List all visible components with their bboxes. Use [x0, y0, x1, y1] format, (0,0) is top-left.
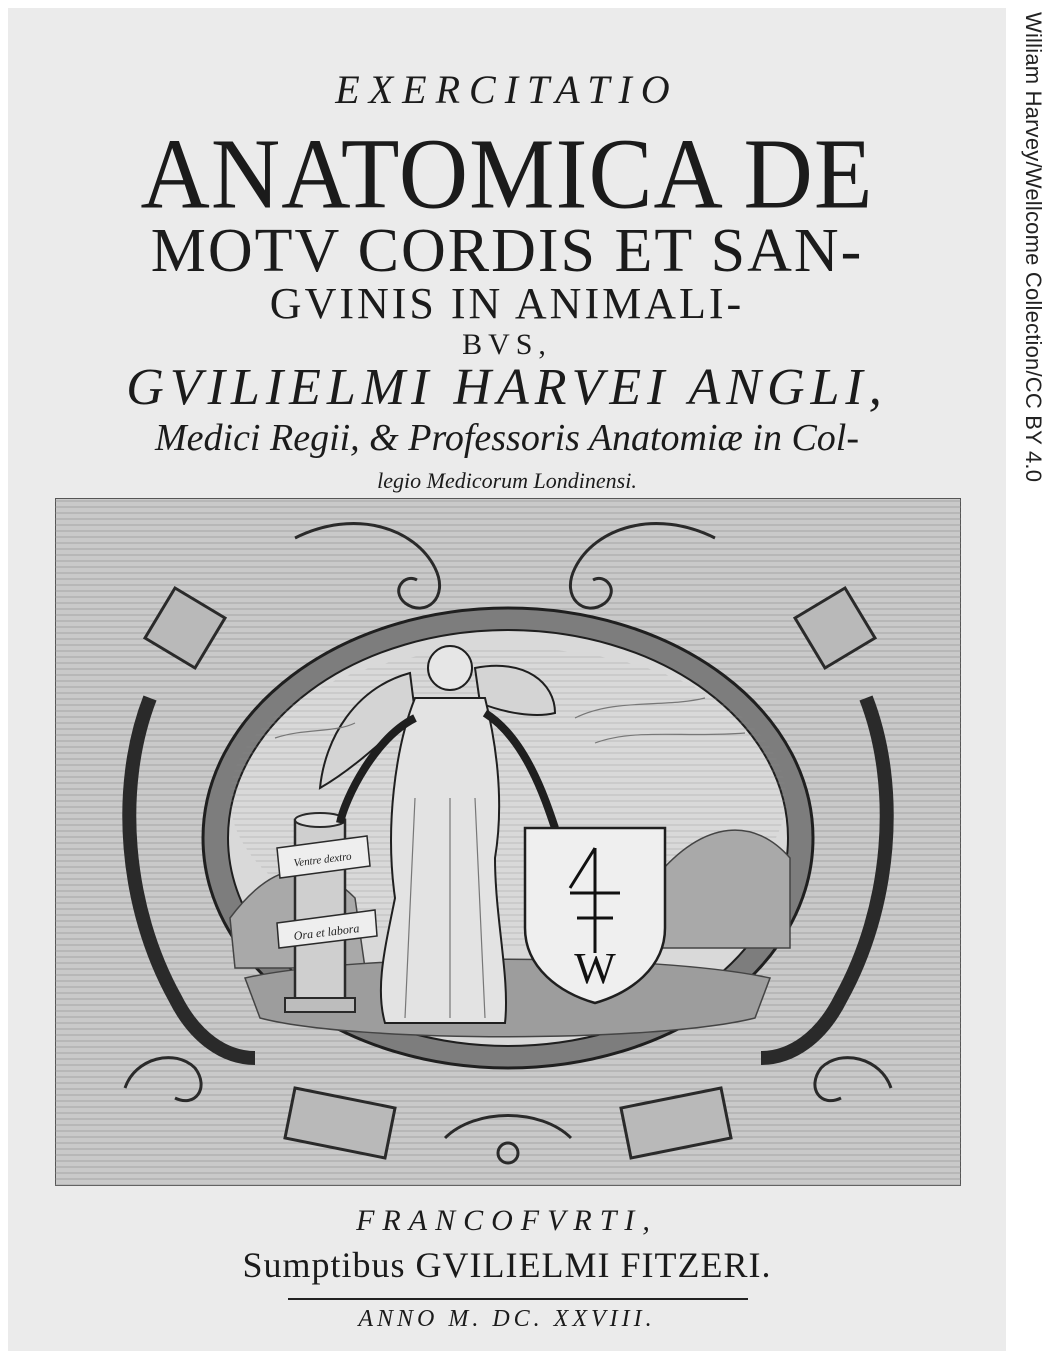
engraving-frontispiece: [55, 498, 961, 1186]
image-credit: William Harvey/Wellcome Collection/CC BY 4.0: [1021, 12, 1046, 483]
imprint-city: FRANCOFVRTI,: [356, 1204, 658, 1237]
imprint-publisher: Sumptibus GVILIELMI FITZERI.: [242, 1245, 772, 1285]
imprint-rule: [288, 1298, 748, 1300]
banner-lower-text: Ora et labora: [292, 921, 361, 943]
title-line-motu: MOTV CORDIS ET SAN-: [150, 217, 864, 285]
title-page: [8, 8, 1006, 1351]
title-line-bus: BVS,: [462, 328, 552, 361]
banner-upper-text: Ventre dextro: [293, 850, 353, 870]
angel-head: [428, 646, 472, 690]
title-line-guinis: GVINIS IN ANIMALI-: [269, 279, 745, 328]
shield-letter: W: [574, 944, 616, 993]
title-line-anatomica: ANATOMICA DE: [140, 117, 874, 230]
angel-robe: [381, 698, 506, 1023]
author-credentials-line: Medici Regii, & Professoris Anatomiæ in Col-: [154, 417, 860, 459]
imprint-year: ANNO M. DC. XXVIII.: [358, 1306, 656, 1332]
coat-of-arms-shield: [525, 828, 665, 1003]
author-college-line: legio Medicorum Londinensi.: [377, 468, 637, 493]
title-line-exercitatio: EXERCITATIO: [335, 67, 679, 112]
author-line: GVILIELMI HARVEI ANGLI,: [126, 359, 888, 416]
